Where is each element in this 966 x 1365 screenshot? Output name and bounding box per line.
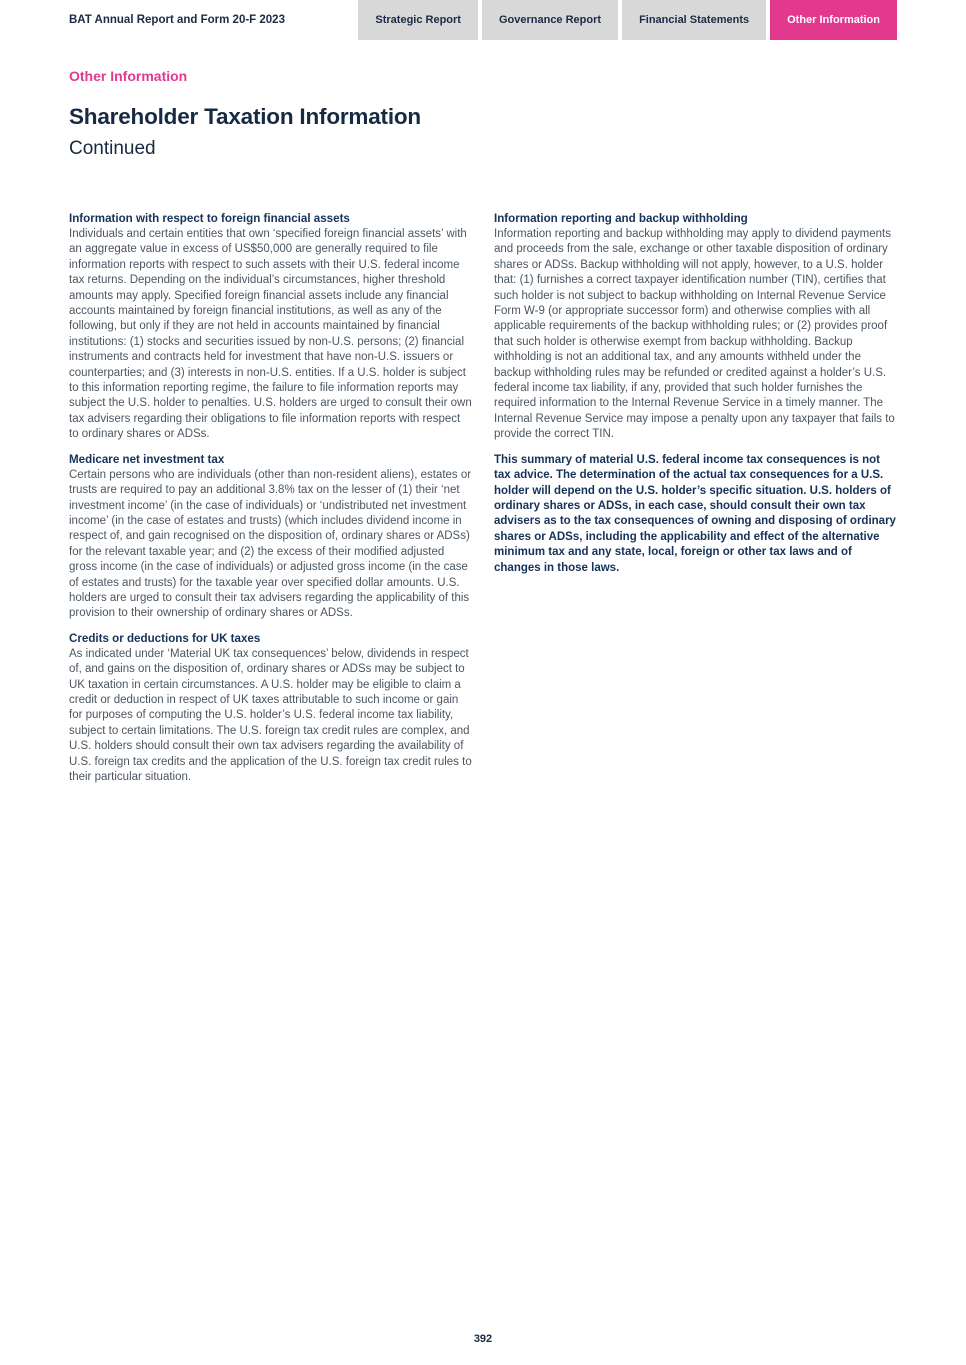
page-subtitle: Continued <box>69 138 156 159</box>
page-footer <box>0 1333 966 1345</box>
tab-other-information[interactable]: Other Information <box>770 0 897 40</box>
section-heading: Information with respect to foreign financial assets <box>69 212 350 225</box>
summary-disclaimer-paragraph: This summary of material U.S. federal income tax consequences is not tax advice. The determination of the actual tax consequences for a U.S. holder will depend on the U.S. holder’s specific situation. U.S. holders of ordinary shares or ADSs, in each case, should consult their own tax advisers as to the tax consequences of owning and disposing of ordinary shares or ADSs, including the applicability and effect of the alternative minimum tax and any state, local, foreign or other tax laws and of changes in those laws. <box>494 453 896 574</box>
section-body: Certain persons who are individuals (other than non-resident aliens), estates or trusts are required to pay an additional 3.8% tax on the lesser of (1) their ‘net investment income’ (in the case of individuals) or ‘undistributed net investment income’ (in the case of estates and trusts) (which includes dividend income in respect of, and gain recognised on the disposition of, ordinary shares or ADSs) for the relevant taxable year; and (2) the excess of their modified adjusted gross income (in the case of individuals) or adjusted gross income (in the case of estates and trusts) for the taxable year over specified dollar amounts. U.S. holders are urged to consult their tax advisers regarding the applicability of this provision to their ownership of ordinary shares or ADSs. <box>69 468 472 620</box>
two-column-text <box>69 212 897 795</box>
section-heading: Credits or deductions for UK taxes <box>69 631 261 645</box>
section-heading: Information reporting and backup withholding <box>494 212 748 225</box>
section-label: Other Information <box>69 68 188 84</box>
section-medicare-net-investment-tax <box>69 453 472 622</box>
section-heading: Medicare net investment tax <box>69 452 225 466</box>
page-content <box>0 68 966 795</box>
document-title: BAT Annual Report and Form 20-F 2023 <box>69 14 285 26</box>
section-foreign-financial-assets <box>69 212 472 443</box>
section-information-reporting-backup-withholding <box>494 212 897 443</box>
section-body: As indicated under ‘Material UK tax consequences’ below, dividends in respect of, and gains on the disposition of, ordinary shares or ADSs may be subject to UK taxation in certain circumstances. A U.S. holder may be eligible to claim a credit or deduction in respect of UK taxes attributable to such income or gain for purposes of computing the U.S. holder’s U.S. federal income tax liability, subject to certain limitations. The U.S. foreign tax credit rules are complex, and U.S. holders should consult their own tax advisers regarding the availability of U.S. foreign tax credits and the application of the U.S. foreign tax credit rules to their particular situation. <box>69 647 472 783</box>
page-number: 392 <box>473 1333 493 1345</box>
section-body: Individuals and certain entities that own ‘specified foreign financial assets’ with an aggregate value in excess of US$50,000 are generally required to file information reports with respect to such assets with their U.S. federal income tax returns. Depending on the individual’s circumstances, higher threshold amounts may apply. Specified foreign financial assets include any financial accounts maintained by foreign financial institutions, as well as any of the following, but only if they are not held in accounts maintained by financial institutions: (1) stocks and securities issued by non-U.S. persons; (2) financial instruments and contracts held for investment that have non-U.S. issuers or counterparties; and (3) interests in non-U.S. entities. If a U.S. holder is subject to this information reporting regime, the failure to file information reports may subject the U.S. holder to penalties. U.S. holders are urged to consult their own tax advisers regarding their obligations to file information reports with respect to ordinary shares or ADSs. <box>69 228 472 441</box>
page-title: Shareholder Taxation Information <box>69 104 421 129</box>
tab-governance-report[interactable]: Governance Report <box>482 0 618 40</box>
top-navigation <box>0 0 966 40</box>
section-credits-or-deductions-uk-taxes <box>69 632 472 786</box>
section-tabs <box>358 0 897 40</box>
section-body: Information reporting and backup withholding may apply to dividend payments and proceeds from the sale, exchange or other taxable disposition of ordinary shares or ADSs. Backup withholding will not apply, however, to a U.S. holder that: (1) furnishes a correct taxpayer identification number (TIN), certifies that such holder is not subject to backup withholding on Internal Revenue Service Form W-9 (or appropriate successor form) and otherwise complies with all applicable requirements of the backup withholding rules; or (2) provides proof that such holder is otherwise exempt from backup withholding. Backup withholding is not an additional tax, and any amounts withheld under the backup withholding rules may be refunded or credited against a holder’s U.S. federal income tax liability, if any, provided that such holder furnishes the required information to the Internal Revenue Service in a timely manner. The Internal Revenue Service may impose a penalty upon any taxpayer that fails to provide the correct TIN. <box>494 228 895 441</box>
tab-strategic-report[interactable]: Strategic Report <box>358 0 478 40</box>
right-column <box>494 212 897 795</box>
left-column <box>69 212 472 795</box>
tab-financial-statements[interactable]: Financial Statements <box>622 0 766 40</box>
